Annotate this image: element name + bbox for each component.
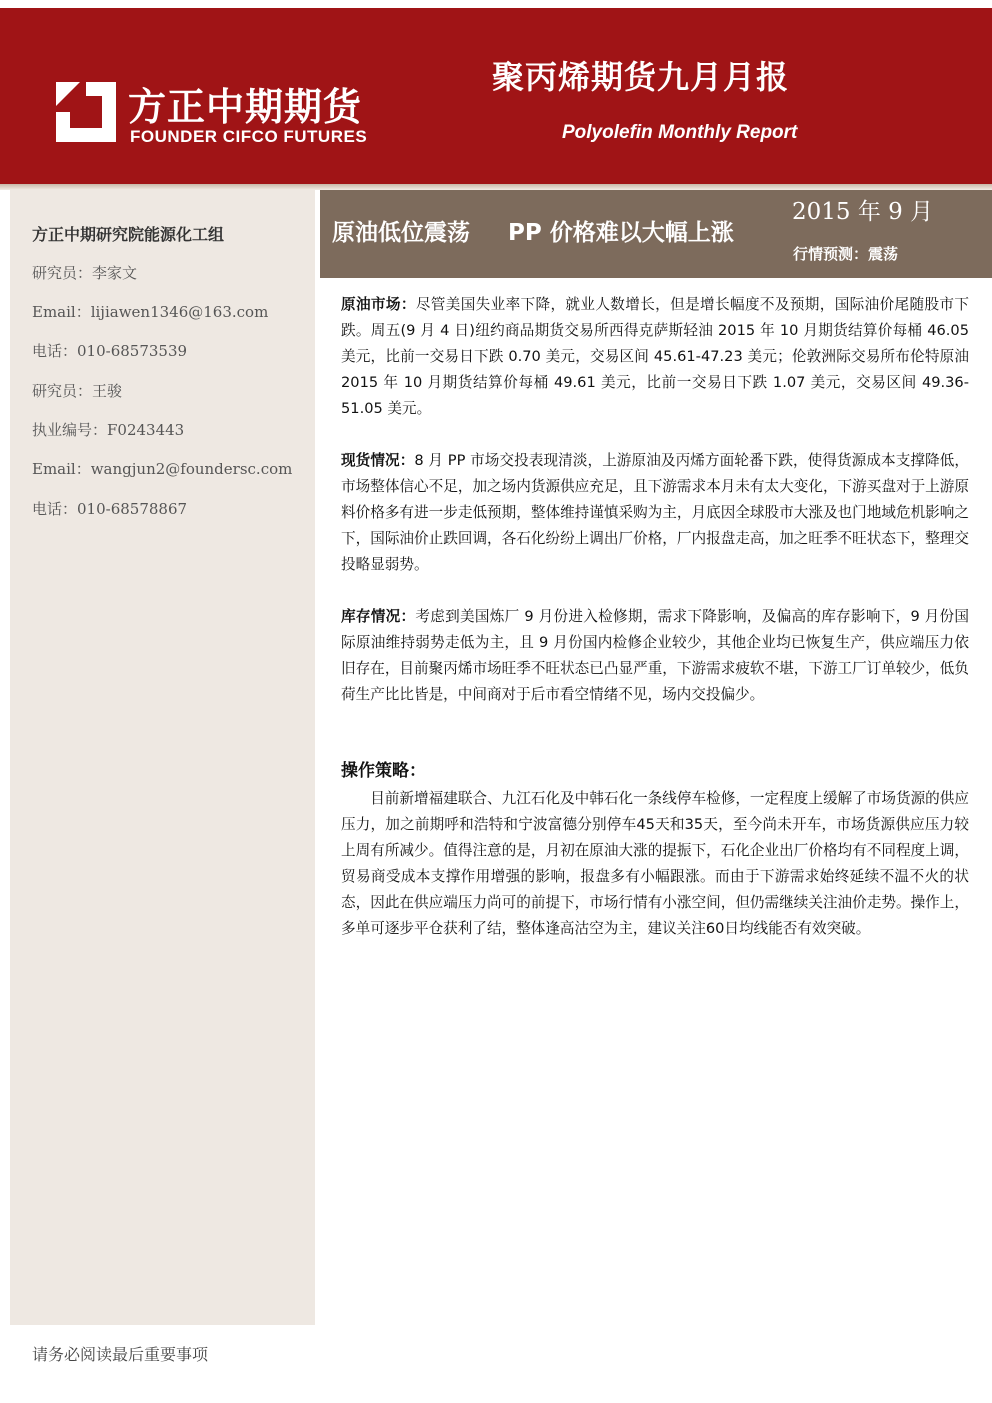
footer-note: 请务必阅读最后重要事项 (32, 1345, 209, 1364)
spot-text: 8 月 PP 市场交投表现清淡，上游原油及丙烯方面轮番下跌，使得货源成本支撑降低，市场整体信心不足，加之场内货源供应充足，且下游需求本月未有太大变化，下游买盘对于上游原料价格多有进一步走低预期，整体维持谨慎采购为主，月底因全球股市大涨及也门地域危机影响之下，国际油价止跌回调，各石化纷纷上调出厂价格，厂内报盘走高，加之旺季不旺状态下，整理交投略显弱势。 (341, 452, 969, 573)
logo-en-text: FOUNDER CIFCO FUTURES (130, 127, 368, 146)
inventory-paragraph (341, 604, 969, 708)
inventory-text: 考虑到美国炼厂 9 月份进入检修期，需求下降影响，及偏高的库存影响下，9 月份国际原油维持弱势走低为主，且 9 月份国内检修企业较少，其他企业均已恢复生产，供应端压力依旧存在，目前聚丙烯市场旺季不旺状态已凸显严重，下游需求疲软不堪，下游工厂订单较少，低负荷生产比比皆是，中间商对于后市看空情绪不见，场内交投偏少。 (341, 608, 969, 703)
sidebar-heading: 方正中期研究院能源化工组 (32, 225, 225, 244)
inventory-label: 库存情况： (341, 608, 416, 625)
report-title: 聚丙烯期货九月月报 (492, 58, 790, 96)
spot-label: 现货情况： (341, 452, 415, 469)
founder-logo-icon (56, 82, 116, 142)
spot-paragraph (341, 448, 969, 578)
market-forecast: 行情预测：震荡 (793, 245, 899, 263)
analyst-email[interactable]: Email：wangjun2@foundersc.com (32, 460, 293, 478)
analyst-phone: 电话：010-68573539 (32, 342, 188, 360)
license-number: 执业编号：F0243443 (32, 421, 185, 439)
headline-part-2: PP 价格难以大幅上涨 (508, 220, 734, 246)
analyst-email[interactable]: Email：lijiawen1346@163.com (32, 303, 269, 321)
report-date: 2015 年 9 月 (792, 199, 934, 225)
logo-cn-text: 方正中期期货 (128, 85, 363, 129)
crude-label: 原油市场： (341, 296, 416, 313)
main-content (341, 292, 969, 942)
strategy-paragraph: 目前新增福建联合、九江石化及中韩石化一条线停车检修，一定程度上缓解了市场货源的供应压力，加之前期呼和浩特和宁波富德分别停车45天和35天，至今尚未开车，市场货源供应压力较上周有所减少。值得注意的是，月初在原油大涨的提振下，石化企业出厂价格均有不同程度上调，贸易商受成本支撑作用增强的影响，报盘多有小幅跟涨。而由于下游需求始终延续不温不火的状态，因此在供应端压力尚可的前提下，市场行情有小涨空间，但仍需继续关注油价走势。操作上，多单可逐步平仓获利了结，整体逢高沽空为主，建议关注60日均线能否有效突破。 (341, 790, 969, 937)
banner-headline (332, 214, 734, 247)
analyst-name: 研究员：王骏 (32, 382, 123, 400)
analyst-phone: 电话：010-68578867 (32, 500, 188, 518)
analyst-name: 研究员：李家文 (32, 264, 138, 282)
headline-part-1: 原油低位震荡 (332, 220, 470, 246)
crude-paragraph (341, 292, 969, 422)
report-subtitle: Polyolefin Monthly Report (562, 122, 798, 143)
strategy-title: 操作策略： (341, 761, 426, 781)
crude-text: 尽管美国失业率下降，就业人数增长，但是增长幅度不及预期，国际油价尾随股市下跌。周五(9 月 4 日)纽约商品期货交易所西得克萨斯轻油 2015 年 10 月期货结算价每桶 46.05 美元，比前一交易日下跌 0.70 美元，交易区间 45.61-47.23 美元；伦敦洲际交易所布伦特原油 2015 年 10 月期货结算价每桶 49.61 美元，比前一交易日下跌 1.07 美元，交易区间 49.36-51.05 美元。 (341, 296, 969, 417)
